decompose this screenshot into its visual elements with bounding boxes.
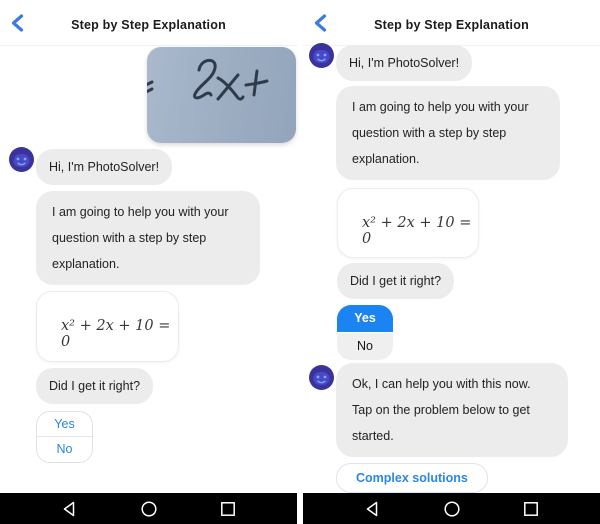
complex-solutions-button[interactable]: Complex solutions — [336, 463, 488, 493]
page-title: Step by Step Explanation — [374, 18, 529, 32]
bot-avatar — [9, 147, 34, 172]
equation-text: x² + 2x + 10 = 0 — [362, 215, 472, 247]
back-triangle-icon — [367, 502, 376, 515]
app-bar — [303, 0, 600, 46]
android-nav-bar — [0, 493, 297, 524]
yes-button[interactable]: Yes — [37, 412, 92, 437]
handwritten-equation-icon — [147, 47, 296, 143]
no-button[interactable]: No — [56, 442, 73, 456]
no-button[interactable]: No — [337, 333, 393, 360]
nav-home-button[interactable] — [443, 500, 461, 518]
captured-problem-photo[interactable] — [147, 47, 296, 143]
android-nav-bar — [303, 493, 600, 524]
equation-text: x² + 2x + 10 = 0 — [61, 318, 171, 350]
bot-message-intro: I am going to help you with your question with a step by step explanation. — [36, 191, 260, 285]
bot-message-confirm: Did I get it right? — [337, 263, 454, 299]
nav-back-button[interactable] — [364, 500, 382, 518]
nav-home-button[interactable] — [140, 500, 158, 518]
nav-recents-button[interactable] — [522, 500, 540, 518]
page-title: Step by Step Explanation — [71, 18, 226, 32]
home-circle-icon — [142, 502, 156, 516]
bot-avatar — [309, 365, 334, 390]
nav-recents-button[interactable] — [219, 500, 237, 518]
bot-message-followup: Ok, I can help you with this now. Tap on the problem below to get started. — [336, 363, 568, 457]
bot-avatar — [309, 43, 334, 68]
bot-message-confirm: Did I get it right? — [36, 368, 153, 404]
bot-message-greeting: Hi, I'm PhotoSolver! — [36, 149, 172, 185]
recognized-equation-card[interactable] — [337, 188, 479, 258]
yes-no-choice-group — [36, 411, 93, 463]
recents-square-icon — [221, 502, 233, 514]
back-triangle-icon — [64, 502, 73, 515]
home-circle-icon — [445, 502, 459, 516]
bot-message-intro: I am going to help you with your question with a step by step explanation. — [336, 86, 560, 180]
app-bar — [0, 0, 297, 46]
recognized-equation-card[interactable] — [36, 291, 179, 362]
screen-left — [0, 0, 297, 524]
yes-button-selected[interactable]: Yes — [337, 305, 393, 332]
recents-square-icon — [524, 502, 536, 514]
nav-back-button[interactable] — [61, 500, 79, 518]
screen-right — [303, 0, 600, 524]
bot-message-greeting: Hi, I'm PhotoSolver! — [336, 45, 472, 81]
